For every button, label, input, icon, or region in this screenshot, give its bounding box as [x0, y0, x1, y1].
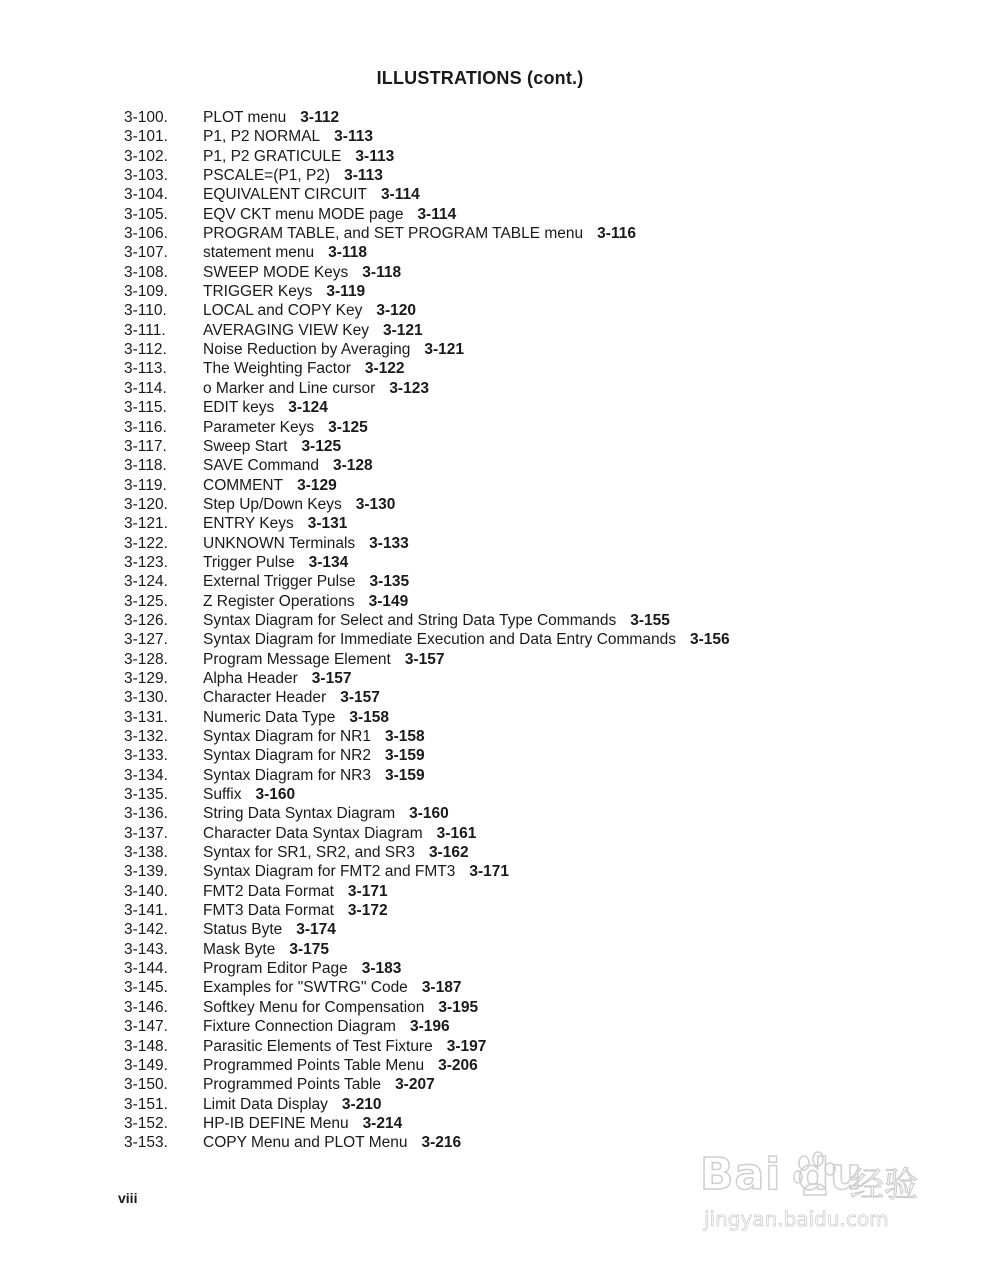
list-item	[124, 572, 904, 591]
figure-number: 3-140.	[124, 882, 168, 900]
figure-title: Status Byte	[203, 921, 283, 939]
list-item	[124, 766, 904, 785]
list-item	[124, 282, 904, 301]
figure-page: 3-157	[311, 669, 352, 687]
list-item	[124, 824, 904, 843]
figure-number: 3-150.	[124, 1076, 168, 1094]
list-item	[124, 340, 904, 359]
figure-number: 3-132.	[124, 728, 168, 745]
figure-title: Program Editor Page	[203, 960, 348, 978]
figure-page: 3-196	[409, 1018, 450, 1036]
figure-page: 3-130	[355, 495, 396, 513]
figure-title: Numeric Data Type	[203, 708, 336, 726]
figure-page: 3-113	[344, 167, 383, 185]
figure-number: 3-134.	[124, 766, 168, 784]
figure-page: 3-214	[362, 1114, 403, 1132]
figure-title: EQUIVALENT CIRCUIT	[203, 186, 367, 204]
figure-title: PROGRAM TABLE, and SET PROGRAM TABLE menu	[203, 225, 584, 243]
figure-page: 3-124	[288, 399, 328, 417]
figure-number: 3-131.	[124, 708, 168, 726]
list-item	[124, 534, 904, 553]
figure-title: UNKNOWN Terminals	[203, 534, 356, 552]
figure-number: 3-142.	[124, 921, 168, 939]
figure-page: 3-207	[395, 1076, 435, 1094]
list-item	[124, 940, 904, 959]
list-item	[124, 359, 904, 378]
figure-title: Z Register Operations	[203, 592, 355, 610]
figure-number: 3-130.	[124, 689, 168, 707]
figure-number: 3-137.	[124, 824, 168, 842]
list-item	[124, 108, 904, 127]
figure-page: 3-113	[334, 128, 373, 146]
list-item	[124, 708, 904, 727]
figure-number: 3-117.	[124, 437, 167, 455]
paw-icon	[792, 1151, 838, 1201]
figure-title: Trigger Pulse	[203, 553, 295, 571]
figure-page: 3-119	[326, 283, 366, 301]
figure-title: Programmed Points Table Menu	[203, 1056, 425, 1074]
figure-number: 3-112.	[124, 341, 167, 359]
figure-number: 3-136.	[124, 805, 168, 823]
figure-number: 3-135.	[124, 786, 168, 804]
figure-title: Syntax Diagram for FMT2 and FMT3	[203, 863, 456, 881]
figure-title: Parameter Keys	[203, 418, 315, 436]
figure-number: 3-121.	[124, 515, 168, 533]
figure-page: 3-161	[436, 824, 477, 842]
list-item	[124, 746, 904, 765]
figure-number: 3-124.	[124, 573, 168, 591]
figure-title: LOCAL and COPY Key	[203, 302, 363, 320]
figure-page: 3-116	[597, 225, 636, 243]
figure-title: Syntax Diagram for NR2	[203, 747, 371, 765]
list-item	[124, 398, 904, 417]
list-item	[124, 379, 904, 398]
figure-title: P1, P2 NORMAL	[203, 128, 321, 146]
figure-number: 3-144.	[124, 960, 168, 978]
list-item	[124, 1095, 904, 1114]
figure-page: 3-149	[368, 592, 409, 610]
figure-page: 3-134	[308, 553, 349, 571]
figure-number: 3-153.	[124, 1134, 168, 1152]
figure-title: Syntax Diagram for Select and String Data Type Commands	[203, 611, 617, 629]
figure-title: Sweep Start	[203, 437, 288, 455]
list-item	[124, 882, 904, 901]
figure-title: Syntax Diagram for NR1	[203, 728, 371, 745]
figure-title: HP-IB DEFINE Menu	[203, 1114, 349, 1132]
list-item	[124, 630, 904, 649]
figure-title: Suffix	[203, 786, 242, 804]
list-item	[124, 978, 904, 997]
list-item	[124, 456, 904, 475]
page-number: viii	[118, 1190, 138, 1206]
watermark	[700, 1145, 940, 1245]
list-item	[124, 592, 904, 611]
list-item	[124, 785, 904, 804]
figure-page: 3-162	[428, 844, 469, 862]
figure-page: 3-128	[333, 457, 373, 475]
list-item	[124, 495, 904, 514]
figure-title: Examples for "SWTRG" Code	[203, 979, 408, 997]
figure-title: Character Data Syntax Diagram	[203, 824, 423, 842]
figure-page: 3-174	[296, 921, 336, 939]
figure-title: Alpha Header	[203, 669, 298, 687]
figure-number: 3-145.	[124, 979, 168, 997]
figure-title: SAVE Command	[203, 457, 320, 475]
figure-title: COMMENT	[203, 476, 284, 494]
list-item	[124, 843, 904, 862]
figure-title: Noise Reduction by Averaging	[203, 341, 411, 359]
list-item	[124, 437, 904, 456]
figure-page: 3-112	[300, 109, 340, 126]
figure-number: 3-111.	[124, 321, 166, 339]
list-item	[124, 920, 904, 939]
figure-page: 3-155	[630, 611, 670, 629]
figure-page: 3-157	[404, 650, 445, 668]
list-item	[124, 1114, 904, 1133]
figure-page: 3-113	[355, 147, 395, 165]
list-item	[124, 263, 904, 282]
list-item	[124, 1017, 904, 1036]
list-item	[124, 901, 904, 920]
figure-number: 3-120.	[124, 495, 168, 513]
figure-page: 3-175	[289, 940, 330, 958]
figure-page: 3-160	[255, 786, 296, 804]
figure-number: 3-146.	[124, 998, 168, 1016]
figure-number: 3-114.	[124, 379, 167, 397]
figure-number: 3-139.	[124, 863, 168, 881]
figure-number: 3-129.	[124, 669, 168, 687]
figure-title: PSCALE=(P1, P2)	[203, 167, 331, 185]
figure-number: 3-151.	[124, 1095, 168, 1113]
figure-title: String Data Syntax Diagram	[203, 805, 396, 823]
figure-page: 3-133	[369, 534, 409, 552]
list-item	[124, 959, 904, 978]
figure-page: 3-206	[438, 1056, 478, 1074]
figure-number: 3-107.	[124, 244, 168, 262]
figure-page: 3-159	[384, 766, 425, 784]
figure-number: 3-115.	[124, 399, 167, 417]
list-item	[124, 650, 904, 669]
figure-title: Syntax for SR1, SR2, and SR3	[203, 844, 415, 862]
figure-number: 3-116.	[124, 418, 167, 436]
list-item	[124, 1056, 904, 1075]
figure-title: TRIGGER Keys	[203, 283, 313, 301]
watermark-logo-cn: 经验	[850, 1165, 918, 1205]
list-item	[124, 553, 904, 572]
figure-number: 3-127.	[124, 631, 168, 649]
list-item	[124, 166, 904, 185]
figure-title: COPY Menu and PLOT Menu	[203, 1134, 408, 1152]
figure-number: 3-141.	[124, 902, 168, 920]
list-item	[124, 147, 904, 166]
figure-title: EDIT keys	[203, 399, 275, 417]
figure-number: 3-149.	[124, 1056, 168, 1074]
figure-number: 3-133.	[124, 747, 168, 765]
figure-number: 3-126.	[124, 611, 168, 629]
figure-number: 3-123.	[124, 553, 168, 571]
figure-page: 3-183	[361, 960, 402, 978]
figure-number: 3-148.	[124, 1037, 168, 1055]
figure-page: 3-118	[362, 263, 402, 281]
figure-title: statement menu	[203, 244, 315, 262]
list-item	[124, 127, 904, 146]
list-item	[124, 301, 904, 320]
figure-page: 3-160	[409, 805, 449, 823]
list-item	[124, 669, 904, 688]
figure-number: 3-119.	[124, 476, 167, 494]
figure-title: The Weighting Factor	[203, 360, 351, 378]
figure-title: Syntax Diagram for NR3	[203, 766, 371, 784]
figure-number: 3-100.	[124, 109, 168, 126]
figure-number: 3-118.	[124, 457, 167, 475]
figure-page: 3-131	[307, 515, 348, 533]
figure-title: Character Header	[203, 689, 327, 707]
figure-number: 3-108.	[124, 263, 168, 281]
figure-title: Parasitic Elements of Test Fixture	[203, 1037, 433, 1055]
figure-title: Program Message Element	[203, 650, 391, 668]
figure-page: 3-187	[421, 979, 462, 997]
list-item	[124, 998, 904, 1017]
figure-page: 3-125	[301, 437, 342, 455]
figure-page: 3-120	[376, 302, 417, 320]
figure-title: External Trigger Pulse	[203, 573, 356, 591]
figure-title: Softkey Menu for Compensation	[203, 998, 425, 1016]
figure-number: 3-101.	[124, 128, 168, 146]
watermark-url: jingyan.baidu.com	[704, 1207, 889, 1231]
figure-title: P1, P2 GRATICULE	[203, 147, 342, 165]
illustrations-list	[124, 108, 904, 1153]
list-item	[124, 243, 904, 262]
figure-page: 3-158	[384, 728, 425, 745]
figure-page: 3-118	[328, 244, 367, 262]
watermark-logo	[700, 1145, 940, 1205]
list-item	[124, 727, 904, 746]
list-item	[124, 321, 904, 340]
list-item	[124, 804, 904, 823]
figure-title: Syntax Diagram for Immediate Execution and Data Entry Commands	[203, 631, 676, 649]
figure-page: 3-121	[424, 341, 465, 359]
figure-page: 3-121	[382, 321, 423, 339]
figure-page: 3-123	[389, 379, 429, 397]
figure-title: AVERAGING VIEW Key	[203, 321, 369, 339]
figure-title: Limit Data Display	[203, 1095, 328, 1113]
figure-page: 3-197	[446, 1037, 487, 1055]
figure-page: 3-210	[341, 1095, 382, 1113]
list-item	[124, 514, 904, 533]
figure-number: 3-125.	[124, 592, 168, 610]
figure-page: 3-156	[689, 631, 730, 649]
figure-number: 3-109.	[124, 283, 168, 301]
list-item	[124, 862, 904, 881]
figure-page: 3-171	[469, 863, 510, 881]
figure-title: Mask Byte	[203, 940, 276, 958]
figure-page: 3-172	[347, 902, 388, 920]
watermark-logo-text: Bai du	[700, 1149, 863, 1200]
figure-title: PLOT menu	[203, 109, 287, 126]
figure-title: Fixture Connection Diagram	[203, 1018, 396, 1036]
figure-number: 3-110.	[124, 302, 167, 320]
figure-page: 3-125	[328, 418, 368, 436]
list-item	[124, 205, 904, 224]
list-item	[124, 1075, 904, 1094]
figure-page: 3-135	[369, 573, 410, 591]
figure-number: 3-128.	[124, 650, 168, 668]
figure-title: FMT3 Data Format	[203, 902, 334, 920]
figure-title: Programmed Points Table	[203, 1076, 382, 1094]
figure-title: Step Up/Down Keys	[203, 495, 342, 513]
figure-title: ENTRY Keys	[203, 515, 294, 533]
figure-page: 3-195	[438, 998, 479, 1016]
figure-number: 3-102.	[124, 147, 168, 165]
list-item	[124, 1037, 904, 1056]
figure-number: 3-104.	[124, 186, 168, 204]
figure-page: 3-171	[347, 882, 388, 900]
figure-page: 3-114	[380, 186, 420, 204]
figure-number: 3-138.	[124, 844, 168, 862]
figure-title: o Marker and Line cursor	[203, 379, 376, 397]
figure-number: 3-106.	[124, 225, 168, 243]
list-item	[124, 224, 904, 243]
figure-page: 3-158	[349, 708, 390, 726]
figure-number: 3-143.	[124, 940, 168, 958]
list-item	[124, 418, 904, 437]
figure-number: 3-147.	[124, 1018, 168, 1036]
figure-title: EQV CKT menu MODE page	[203, 205, 404, 223]
figure-number: 3-103.	[124, 167, 168, 185]
list-item	[124, 185, 904, 204]
figure-number: 3-105.	[124, 205, 168, 223]
list-item	[124, 688, 904, 707]
figure-page: 3-216	[421, 1134, 462, 1152]
figure-page: 3-114	[417, 205, 457, 223]
figure-page: 3-157	[340, 689, 380, 707]
page-title: ILLUSTRATIONS (cont.)	[376, 68, 584, 88]
figure-title: SWEEP MODE Keys	[203, 263, 349, 281]
figure-number: 3-122.	[124, 534, 168, 552]
figure-number: 3-152.	[124, 1114, 168, 1132]
list-item	[124, 476, 904, 495]
figure-page: 3-129	[297, 476, 337, 494]
figure-page: 3-159	[384, 747, 425, 765]
figure-page: 3-122	[364, 360, 405, 378]
figure-title: FMT2 Data Format	[203, 882, 334, 900]
figure-number: 3-113.	[124, 360, 167, 378]
list-item	[124, 611, 904, 630]
